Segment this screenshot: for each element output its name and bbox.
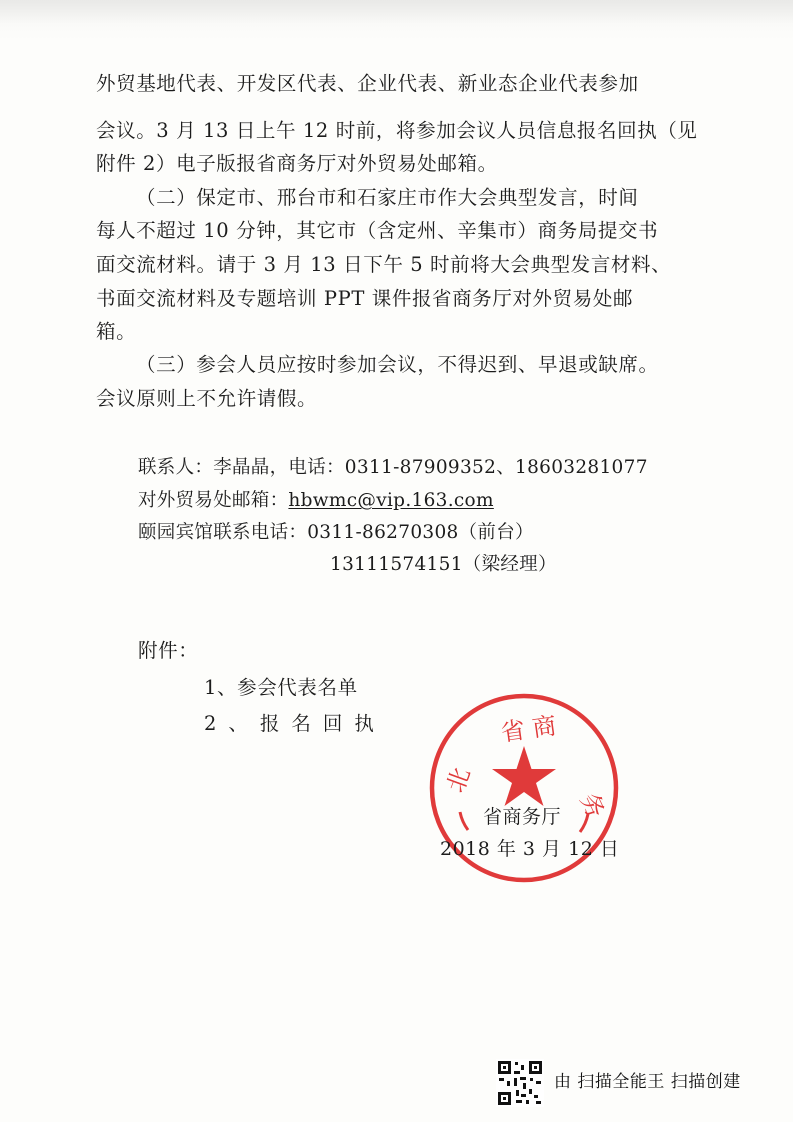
issuer-name: 省商务厅 — [483, 806, 562, 828]
hotel-phone-line: 颐园宾馆联系电话：0311-86270308（前台） — [138, 522, 534, 543]
seal-left-char: 北 — [441, 763, 476, 797]
scan-credit-text: 由 扫描全能王 扫描创建 — [554, 1072, 741, 1092]
paragraph-line-8: 箱。 — [96, 320, 137, 343]
issue-date: 2018 年 3 月 12 日 — [440, 838, 620, 860]
hotel-phone-line-2: 13111574151（梁经理） — [330, 554, 557, 575]
email-link[interactable]: hbwmc@vip.163.com — [288, 490, 494, 511]
paragraph-line-5: 每人不超过 10 分钟，其它市（含定州、辛集市）商务局提交书 — [96, 219, 659, 242]
attachment-item-2: 2、报名回执 — [204, 712, 386, 735]
paragraph-line-3: 附件 2）电子版报省商务厅对外贸易处邮箱。 — [96, 152, 498, 175]
paragraph-line-6: 面交流材料。请于 3 月 13 日下午 5 时前将大会典型发言材料、 — [96, 253, 672, 276]
attachments-heading: 附件： — [138, 639, 199, 662]
scan-shadow — [0, 0, 793, 24]
paragraph-line-10: 会议原则上不允许请假。 — [96, 387, 318, 410]
seal-right-char: 务 — [574, 788, 611, 823]
email-label: 对外贸易处邮箱： — [138, 490, 289, 511]
email-line — [138, 492, 494, 511]
seal-star-icon — [492, 746, 556, 806]
qr-code-icon — [496, 1059, 544, 1107]
seal-bottom-left-mark — [460, 812, 468, 830]
attachment-item-1: 1、参会代表名单 — [204, 676, 358, 699]
paragraph-line-9: （三）参会人员应按时参加会议，不得迟到、早退或缺席。 — [136, 353, 659, 376]
seal-top-chars: 省 商 — [499, 711, 559, 748]
paragraph-line-1: 外贸基地代表、开发区代表、企业代表、新业态企业代表参加 — [96, 72, 639, 95]
paragraph-line-2: 会议。3 月 13 日上午 12 时前，将参加会议人员信息报名回执（见 — [96, 119, 698, 142]
contact-person-line: 联系人：李晶晶，电话：0311-87909352、18603281077 — [138, 457, 648, 478]
paragraph-line-7: 书面交流材料及专题培训 PPT 课件报省商务厅对外贸易处邮 — [96, 287, 634, 310]
paragraph-line-4: （二）保定市、邢台市和石家庄市作大会典型发言，时间 — [136, 186, 639, 209]
